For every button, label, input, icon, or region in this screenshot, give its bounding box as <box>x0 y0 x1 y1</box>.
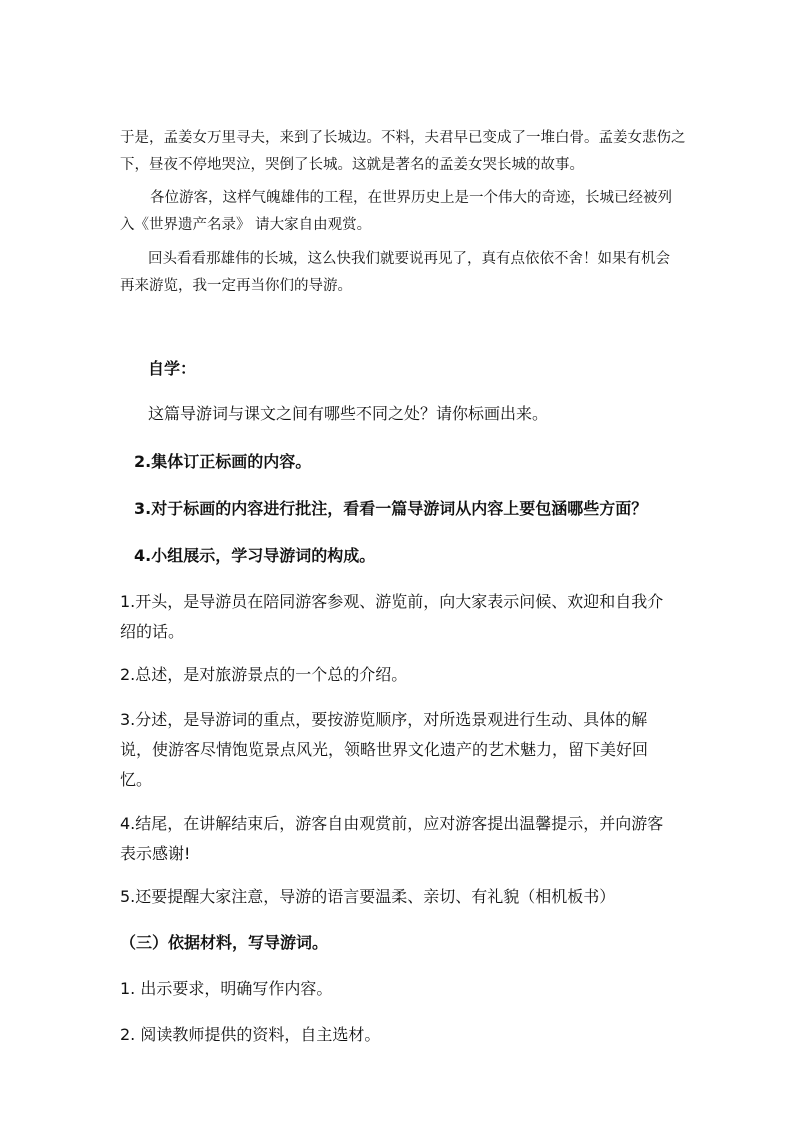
paragraph-line: 于是，孟姜女万里寻夫，来到了长城边。不料，夫君早已变成了一堆白骨。孟姜女悲伤之 <box>120 130 686 146</box>
paragraph-line: 再来游览，我一定再当你们的导游。 <box>120 278 352 294</box>
list-item: 3.分述，是导游词的重点，要按游览顺序，对所选景观进行生动、具体的解 <box>120 710 648 729</box>
list-item: 忆。 <box>120 770 153 789</box>
section-heading: （三）依据材料，写导游词。 <box>120 933 329 952</box>
paragraph-line: 下，昼夜不停地哭泣，哭倒了长城。这就是著名的孟姜女哭长城的故事。 <box>120 157 584 173</box>
list-item: 表示感谢! <box>120 844 191 863</box>
list-item: 2.总述，是对旅游景点的一个总的介绍。 <box>120 665 408 684</box>
section-heading: 自学： <box>148 359 197 378</box>
list-item: 1.开头，是导游员在陪同游客参观、游览前，向大家表示问候、欢迎和自我介 <box>120 592 664 611</box>
step-item: 3.对于标画的内容进行批注，看看一篇导游词从内容上要包涵哪些方面？ <box>134 499 648 518</box>
list-item: 2. 阅读教师提供的资料，自主选材。 <box>120 1025 381 1044</box>
list-item: 5.还要提醒大家注意，导游的语言要温柔、亲切、有礼貌（相机板书） <box>120 887 616 906</box>
list-item: 4.结尾，在讲解结束后，游客自由观赏前，应对游客提出温馨提示，并向游客 <box>120 814 664 833</box>
list-item: 1. 出示要求，明确写作内容。 <box>120 979 333 998</box>
step-item: 2.集体订正标画的内容。 <box>134 452 312 471</box>
paragraph-line: 入《世界遗产名录》 请大家自由观赏。 <box>120 217 372 233</box>
paragraph-line: 这篇导游词与课文之间有哪些不同之处？请你标画出来。 <box>148 404 549 423</box>
list-item: 绍的话。 <box>120 622 185 641</box>
step-item: 4.小组展示，学习导游词的构成。 <box>134 546 376 565</box>
paragraph-line: 各位游客，这样气魄雄伟的工程，在世界历史上是一个伟大的奇迹，长城已经被列 <box>150 190 672 206</box>
paragraph-line: 回头看看那雄伟的长城，这么快我们就要说再见了，真有点依依不舍！如果有机会 <box>148 251 670 267</box>
list-item: 说，使游客尽情饱览景点风光，领略世界文化遗产的艺术魅力，留下美好回 <box>120 740 649 759</box>
